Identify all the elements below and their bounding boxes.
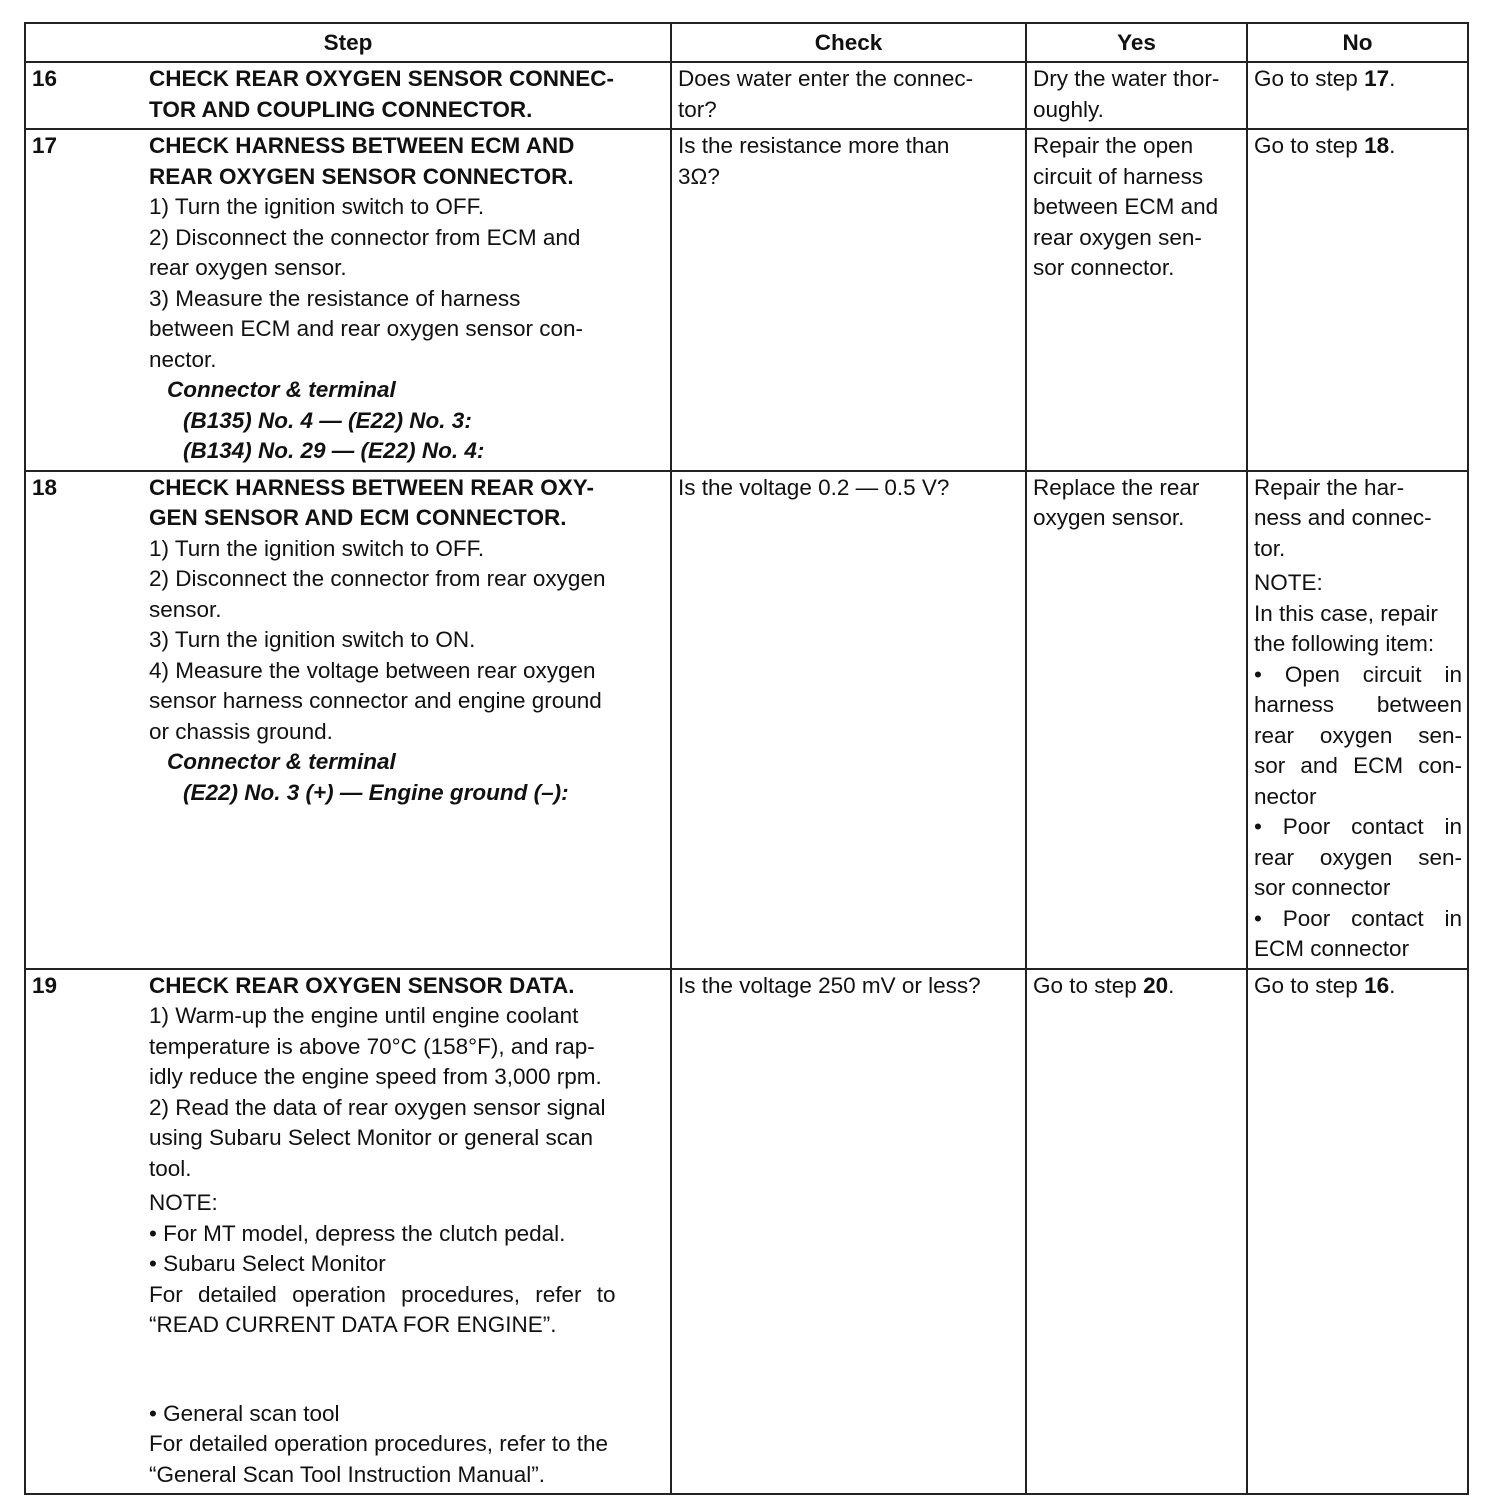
check-cell-18 bbox=[671, 471, 1026, 969]
justified-line bbox=[1254, 751, 1462, 782]
no-line: In this case, repair bbox=[1254, 600, 1438, 626]
goto-step-text bbox=[1254, 131, 1462, 162]
note-label: NOTE: bbox=[1254, 570, 1323, 595]
note-bullet: • For MT model, depress the clutch pedal. bbox=[149, 1220, 566, 1246]
word: con- bbox=[1418, 753, 1462, 778]
instruction-line: 3) Turn the ignition switch to ON. bbox=[149, 627, 476, 652]
yes-line: Replace the rear bbox=[1033, 474, 1200, 500]
yes-line: oxygen sensor. bbox=[1033, 505, 1185, 530]
word: ECM bbox=[1353, 753, 1404, 778]
goto-step-text bbox=[1254, 971, 1462, 1002]
step-title-line: TOR AND COUPLING CONNECTOR. bbox=[149, 96, 533, 122]
word: and bbox=[1300, 753, 1338, 778]
spacer bbox=[149, 1341, 665, 1399]
bullet: • bbox=[1254, 814, 1262, 839]
instruction-line: 1) Turn the ignition switch to OFF. bbox=[149, 194, 485, 219]
word: in bbox=[1444, 905, 1462, 931]
note-bullet: • Subaru Select Monitor bbox=[149, 1251, 386, 1276]
yes-line: Dry the water thor- bbox=[1033, 66, 1220, 91]
word: in bbox=[1444, 661, 1462, 687]
step-number: 18 bbox=[32, 474, 58, 500]
instruction-line: temperature is above 70°C (158°F), and rap- bbox=[149, 1033, 595, 1059]
goto-suffix: . bbox=[1389, 66, 1396, 91]
step-title-line: CHECK HARNESS BETWEEN REAR OXY- bbox=[149, 474, 595, 500]
instruction-line: 4) Measure the voltage between rear oxygen bbox=[149, 657, 596, 683]
step-cell-19 bbox=[25, 969, 671, 1495]
goto-prefix: Go to step bbox=[1254, 972, 1365, 998]
justified-line bbox=[1254, 904, 1462, 935]
word: Poor bbox=[1282, 905, 1331, 931]
step-cell-16 bbox=[25, 62, 671, 129]
justified-line bbox=[1254, 690, 1462, 721]
instruction-line: 2) Read the data of rear oxygen sensor signal bbox=[149, 1094, 606, 1120]
check-line: 3Ω? bbox=[678, 163, 720, 189]
reference-text: For detailed operation procedures, refer to bbox=[149, 1281, 616, 1307]
header-check: Check bbox=[671, 23, 1026, 62]
word: in bbox=[1444, 814, 1462, 839]
reference-line: For detailed operation procedures, refer to the bbox=[149, 1431, 609, 1456]
yes-line: sor connector. bbox=[1033, 255, 1175, 280]
repair-item bbox=[1254, 904, 1462, 965]
word: rear bbox=[1254, 844, 1295, 870]
goto-prefix: Go to step bbox=[1254, 66, 1365, 91]
terminal-spec: (E22) No. 3 (+) — Engine ground (–): bbox=[183, 779, 569, 805]
instruction-line: or chassis ground. bbox=[149, 718, 333, 744]
justified-line bbox=[1254, 843, 1462, 874]
instruction-line: 2) Disconnect the connector from ECM and bbox=[149, 224, 581, 250]
bullet: • bbox=[1254, 661, 1262, 687]
no-line: Repair the har- bbox=[1254, 474, 1405, 500]
instruction-line: idly reduce the engine speed from 3,000 rpm. bbox=[149, 1064, 602, 1089]
instruction-line: 1) Turn the ignition switch to OFF. bbox=[149, 535, 485, 561]
no-cell-18 bbox=[1247, 471, 1468, 969]
header-step: Step bbox=[25, 23, 671, 62]
step-title-line: GEN SENSOR AND ECM CONNECTOR. bbox=[149, 505, 567, 530]
no-line: the following item: bbox=[1254, 631, 1435, 656]
word: sen- bbox=[1418, 844, 1462, 870]
item-last-line: nector bbox=[1254, 783, 1317, 809]
step-title-line: CHECK REAR OXYGEN SENSOR CONNEC- bbox=[149, 66, 615, 91]
word: harness bbox=[1254, 692, 1335, 717]
reference-line bbox=[149, 1280, 665, 1311]
step-number: 16 bbox=[32, 66, 58, 91]
check-line: Is the voltage 250 mV or less? bbox=[678, 972, 981, 998]
goto-prefix: Go to step bbox=[1254, 133, 1365, 158]
word: contact bbox=[1351, 814, 1424, 839]
word: rear bbox=[1254, 722, 1295, 748]
step-title-line: CHECK REAR OXYGEN SENSOR DATA. bbox=[149, 972, 575, 998]
check-line: Does water enter the connec- bbox=[678, 66, 974, 91]
justified-line bbox=[1254, 812, 1462, 843]
connector-terminal-heading: Connector & terminal bbox=[167, 377, 396, 402]
no-cell-17 bbox=[1247, 129, 1468, 471]
instruction-line: tool. bbox=[149, 1155, 192, 1181]
header-row bbox=[25, 23, 1468, 62]
instruction-line: rear oxygen sensor. bbox=[149, 255, 347, 280]
reference-line: “General Scan Tool Instruction Manual”. bbox=[149, 1461, 546, 1487]
instruction-line: using Subaru Select Monitor or general scan bbox=[149, 1125, 594, 1150]
table-row-step-18 bbox=[25, 471, 1468, 969]
instruction-line: 3) Measure the resistance of harness bbox=[149, 285, 521, 311]
goto-step-target: 16 bbox=[1364, 972, 1390, 998]
step-number: 19 bbox=[32, 972, 58, 998]
check-cell-17 bbox=[671, 129, 1026, 471]
check-line: Is the voltage 0.2 — 0.5 V? bbox=[678, 474, 950, 500]
goto-suffix: . bbox=[1389, 133, 1396, 158]
word: Poor bbox=[1282, 814, 1331, 839]
step-number: 17 bbox=[32, 133, 58, 158]
yes-cell-18 bbox=[1026, 471, 1247, 969]
header-yes: Yes bbox=[1026, 23, 1247, 62]
item-last-line: ECM connector bbox=[1254, 936, 1410, 961]
yes-line: rear oxygen sen- bbox=[1033, 224, 1202, 250]
note-bullet: • General scan tool bbox=[149, 1400, 340, 1426]
goto-suffix: . bbox=[1389, 972, 1396, 998]
goto-step-target: 20 bbox=[1143, 972, 1169, 998]
word: Open bbox=[1284, 661, 1340, 687]
terminal-spec: (B134) No. 29 — (E22) No. 4: bbox=[183, 438, 485, 463]
reference-line: “READ CURRENT DATA FOR ENGINE”. bbox=[149, 1312, 557, 1337]
no-line: tor. bbox=[1254, 535, 1286, 561]
check-line: tor? bbox=[678, 96, 717, 122]
step-title-line: REAR OXYGEN SENSOR CONNECTOR. bbox=[149, 163, 574, 189]
instruction-line: nector. bbox=[149, 346, 217, 372]
no-cell-16 bbox=[1247, 62, 1468, 129]
yes-cell-19 bbox=[1026, 969, 1247, 1495]
word: oxygen bbox=[1319, 722, 1393, 748]
goto-step-target: 18 bbox=[1364, 133, 1390, 158]
yes-line: Repair the open bbox=[1033, 133, 1194, 158]
yes-line: oughly. bbox=[1033, 96, 1104, 122]
check-cell-19 bbox=[671, 969, 1026, 1495]
check-cell-16 bbox=[671, 62, 1026, 129]
justified-line bbox=[1254, 660, 1462, 691]
note-label: NOTE: bbox=[149, 1190, 218, 1215]
table-row-step-19 bbox=[25, 969, 1468, 1495]
no-line: ness and connec- bbox=[1254, 505, 1432, 530]
goto-suffix: . bbox=[1168, 972, 1175, 998]
check-line: Is the resistance more than bbox=[678, 133, 950, 158]
item-last-line: sor connector bbox=[1254, 875, 1391, 900]
word: circuit bbox=[1362, 661, 1422, 687]
header-no: No bbox=[1247, 23, 1468, 62]
word: sen- bbox=[1418, 722, 1462, 748]
word: sor bbox=[1254, 753, 1286, 778]
table-row-step-16 bbox=[25, 62, 1468, 129]
step-cell-17 bbox=[25, 129, 671, 471]
goto-step-text bbox=[1033, 971, 1241, 1002]
step-title-line: CHECK HARNESS BETWEEN ECM AND bbox=[149, 133, 575, 158]
repair-item bbox=[1254, 660, 1462, 813]
yes-line: circuit of harness bbox=[1033, 163, 1204, 189]
repair-item bbox=[1254, 812, 1462, 904]
yes-line: between ECM and bbox=[1033, 194, 1219, 219]
diagnostic-table bbox=[24, 22, 1469, 1495]
goto-prefix: Go to step bbox=[1033, 972, 1144, 998]
no-cell-19 bbox=[1247, 969, 1468, 1495]
instruction-line: 2) Disconnect the connector from rear oxygen bbox=[149, 566, 606, 591]
word: contact bbox=[1351, 905, 1424, 931]
goto-step-text bbox=[1254, 64, 1462, 95]
instruction-line: between ECM and rear oxygen sensor con- bbox=[149, 316, 583, 341]
instruction-line: 1) Warm-up the engine until engine coolant bbox=[149, 1003, 579, 1028]
yes-cell-17 bbox=[1026, 129, 1247, 471]
goto-step-target: 17 bbox=[1364, 66, 1390, 91]
terminal-spec: (B135) No. 4 — (E22) No. 3: bbox=[183, 407, 472, 433]
justified-line bbox=[1254, 721, 1462, 752]
connector-terminal-heading: Connector & terminal bbox=[167, 749, 396, 774]
table-row-step-17 bbox=[25, 129, 1468, 471]
word: between bbox=[1376, 692, 1462, 717]
yes-cell-16 bbox=[1026, 62, 1247, 129]
bullet: • bbox=[1254, 905, 1262, 931]
word: oxygen bbox=[1319, 844, 1393, 870]
instruction-line: sensor. bbox=[149, 596, 222, 622]
step-cell-18 bbox=[25, 471, 671, 969]
instruction-line: sensor harness connector and engine ground bbox=[149, 688, 602, 713]
